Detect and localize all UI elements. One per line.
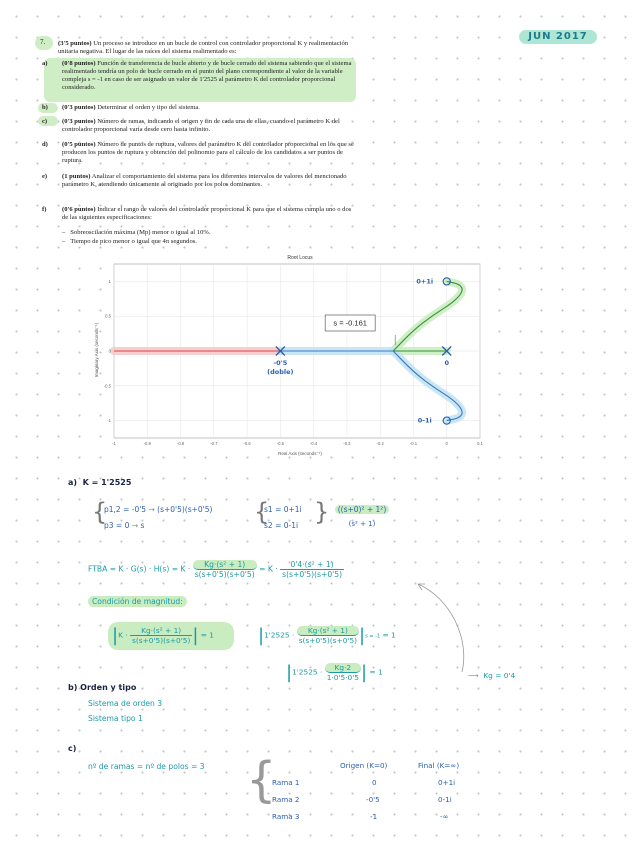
ftba-fraction-1: $\frac{\text{Kg·(s² + 1)}}{s(s+0'5)(s+0'5)}$ xyxy=(194,560,255,579)
x-tick-label: -0.2 xyxy=(376,441,384,446)
bullet-item: – Sobreoscilación máxima (Mp) menor o igual al 10%. xyxy=(62,229,211,236)
item-text: Analizar el comportamiento del sistema para los diferentes intervalos de valores del mencionado parámetro K, atendiendo únicamente al originado por los polos dominantes. xyxy=(62,173,347,188)
item-text: Número de puntos de ruptura, valores del parámetro K del controlador proporcional en los que se producen los puntos de ruptura y obtención del polinomio para el cálculo de los candidatos a ser puntos de ruptura. xyxy=(62,141,354,164)
y-tick-label: -1 xyxy=(107,418,111,424)
item-e xyxy=(42,173,354,189)
y-tick-label: -0.5 xyxy=(103,383,111,389)
item-points: (0'3 puntos) xyxy=(62,104,96,111)
zeros-expression: ((s+0)² + 1²) (s² + 1) xyxy=(326,505,398,528)
item-points: (0'5 puntos) xyxy=(62,141,96,148)
pole-12: p1,2 = -0'5 → (s+0'5)(s+0'5) xyxy=(104,505,213,514)
x-tick-label: -1 xyxy=(112,441,116,446)
y-tick-label: 0.5 xyxy=(105,313,111,319)
x-tick-label: 0.1 xyxy=(477,441,483,446)
kg-result: ⟶ Kg = 0'4 xyxy=(468,671,516,680)
magnitude-eq3: |1'2525 · $\frac{Kg\cdot 2}{1\cdot 0'5\cdot 0'5}$ | = 1 xyxy=(286,662,383,683)
item-b-label-highlight xyxy=(38,103,58,113)
zero-1: s1 = 0+1i xyxy=(264,505,302,514)
k-value: K = 1'2525 xyxy=(82,478,132,487)
table-header-origin: Origen (K=0) xyxy=(340,761,388,770)
x-tick-label: 0 xyxy=(445,441,448,446)
branch-count: nº de ramas = nº de polos = 3 xyxy=(88,762,205,771)
date-badge xyxy=(519,30,597,44)
item-text: Indicar el rango de valores del controlador proporcional K para que el sistema cumpla uno o dos de las siguientes especificaciones: xyxy=(62,206,352,221)
magnitude-eq2: |1'2525 · $\frac{\text{Kg·(s² + 1)}}{s(s+0'5)(s+0'5)}$ |s = -1 = 1 xyxy=(258,625,396,646)
table-header-final: Final (K=∞) xyxy=(418,761,460,770)
item-f xyxy=(42,206,354,222)
system-type: Sistema tipo 1 xyxy=(88,714,143,723)
bullet-item: – Tiempo de pico menor o igual que 4π segundos. xyxy=(62,238,197,245)
date-text: JUN 2017 xyxy=(528,31,588,42)
item-points: (0'8 puntos) xyxy=(62,60,96,67)
table-final-1: 0+1i xyxy=(438,778,456,787)
x-tick-label: -0.3 xyxy=(343,441,351,446)
item-text: Número de ramas, indicando el origen y fin de cada una de ellas, cuando el parámetro K del controlador proporcional varía desde cero hasta infinito. xyxy=(62,118,340,133)
item-a xyxy=(42,60,354,92)
bullet-list xyxy=(62,228,211,246)
annotation-text: s = -0.161 xyxy=(333,318,367,328)
table-brace: { xyxy=(246,752,277,808)
part-c-label: c) xyxy=(68,744,77,753)
x-tick-label: -0.4 xyxy=(310,441,318,446)
problem-points: (3'5 puntos) xyxy=(58,40,92,47)
x-tick-label: -0.8 xyxy=(176,441,185,446)
table-rama-2: Rama 2 xyxy=(272,795,300,804)
table-rama-1: Rama 1 xyxy=(272,778,300,787)
brace-zeros: { xyxy=(254,498,270,526)
root-locus-chart xyxy=(88,250,500,458)
mag3-fraction: $\frac{Kg\cdot 2}{1\cdot 0'5\cdot 0'5}$ xyxy=(326,663,359,682)
item-label: f) xyxy=(42,206,47,213)
x-tick-label: -0.1 xyxy=(409,441,418,446)
bottom-zero-label: 0-1i xyxy=(417,416,432,425)
item-text: Función de transferencia de bucle abierto y de bucle cerrado del sistema sabiendo que el sistema realimentado tendría un polo de bucle cerrado en el punto del plano correspondiente al valor de la variable compleja s = -1 en caso de ser asignado un valor de 1'2525 al parámetro K del controlador proporcional considerado. xyxy=(62,60,352,91)
pole-3: p3 = 0 → s xyxy=(104,521,145,530)
top-zero-label: 0+1i xyxy=(416,277,434,286)
table-origin-2: -0'5 xyxy=(366,795,380,804)
item-label: e) xyxy=(42,173,48,180)
x-tick-label: -0.5 xyxy=(276,441,284,446)
x-tick-label: -0.7 xyxy=(210,441,218,446)
double-pole-label: -0'5 xyxy=(273,359,288,367)
table-rama-3: Rama 3 xyxy=(272,812,300,821)
magnitude-title: Condición de magnitud: xyxy=(88,596,187,607)
item-d xyxy=(42,141,354,165)
x-tick-label: -0.6 xyxy=(243,441,251,446)
chart-ylabel: Imaginary Axis (seconds⁻¹) xyxy=(94,322,99,378)
system-order: Sistema de orden 3 xyxy=(88,699,163,708)
item-c xyxy=(42,118,354,134)
item-c-label-highlight xyxy=(38,116,58,126)
magnitude-eq1: |K · $\frac{\text{Kg·(s² + 1)}}{s(s+0'5)(s+0'5)}$ | = 1 xyxy=(112,625,215,646)
y-tick-label: 1 xyxy=(108,278,111,284)
y-tick-label: 0 xyxy=(108,348,111,354)
chart-title: Root Locus xyxy=(287,255,313,261)
mag2-fraction: $\frac{\text{Kg·(s² + 1)}}{s(s+0'5)(s+0'5)}$ xyxy=(298,626,358,645)
problem-intro xyxy=(58,40,368,56)
brace-left: { xyxy=(92,498,108,526)
item-label: c) xyxy=(42,118,48,125)
table-final-2: 0-1i xyxy=(438,795,452,804)
arrow-to-ftba xyxy=(400,578,470,678)
ftba-equation: FTBA = K · G(s) · H(s) = K · $\frac{\text{Kg·(s² + 1)}}{s(s+0'5)(s+0'5)}$ = K · $\frac{\text{0'4·(s² + 1)}}{s(s+0'5)(s+0'5)}$ xyxy=(88,560,343,579)
problem-number: 7. xyxy=(40,38,46,46)
table-origin-1: 0 xyxy=(372,778,377,787)
double-pole-note: (doble) xyxy=(267,368,294,376)
chart-xlabel: Real Axis (seconds⁻¹) xyxy=(278,451,322,456)
origin-pole-label: 0 xyxy=(444,359,449,367)
table-origin-3: -1 xyxy=(370,812,378,821)
problem-intro-text: Un proceso se introduce en un bucle de control con controlador proporcional K y realimentación unitaria negativa. El lugar de las raíces del sistema realimentado es: xyxy=(58,40,349,55)
item-label: d) xyxy=(42,141,48,148)
item-points: (1 puntos) xyxy=(62,173,91,180)
item-b xyxy=(42,104,354,112)
part-b-label: b) Orden y tipo xyxy=(68,683,137,692)
part-a-label: a) K = 1'2525 xyxy=(68,478,132,487)
mag1-fraction: $\frac{\text{Kg·(s² + 1)}}{s(s+0'5)(s+0'5)}$ xyxy=(131,626,191,645)
item-label: a) xyxy=(42,60,48,67)
item-label: b) xyxy=(42,104,48,111)
x-tick-label: -0.9 xyxy=(143,441,151,446)
brace-right: } xyxy=(314,498,330,526)
zero-2: s2 = 0-1i xyxy=(264,521,299,530)
item-text: Determinar el orden y tipo del sistema. xyxy=(97,104,200,111)
item-points: (0'6 puntos) xyxy=(62,206,96,213)
table-final-3: -∞ xyxy=(440,812,449,821)
ftba-fraction-2: $\frac{\text{0'4·(s² + 1)}}{s(s+0'5)(s+0'5)}$ xyxy=(282,560,343,579)
item-points: (0'3 puntos) xyxy=(62,118,96,125)
